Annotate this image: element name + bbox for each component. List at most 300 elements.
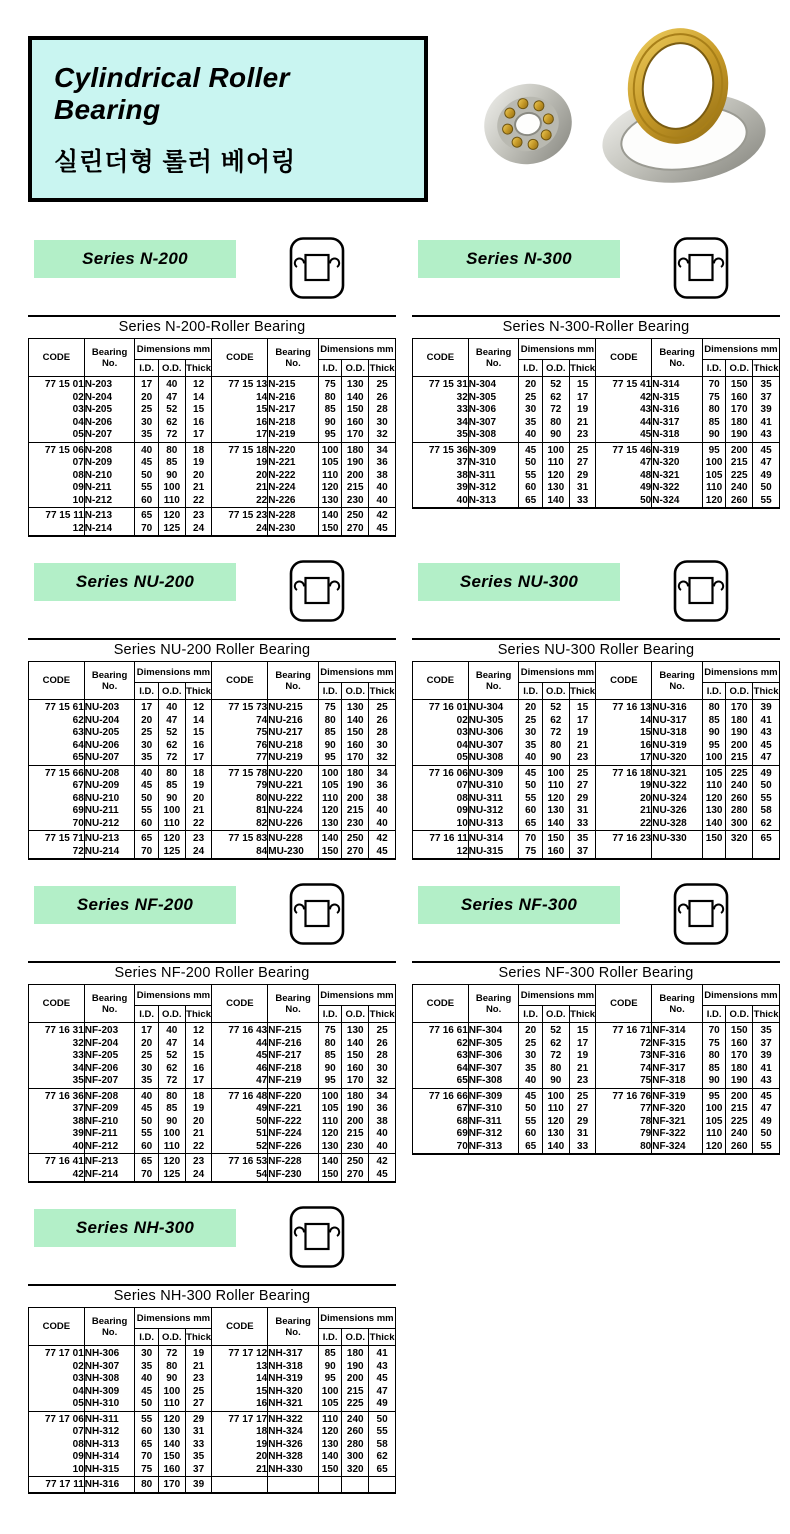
- cell-id: 95: [318, 429, 341, 442]
- cell-od: 120: [542, 793, 569, 806]
- cell-bearing-no: NH-319: [268, 1373, 319, 1386]
- cell-bearing-no: NU-209: [84, 780, 135, 793]
- cell-od: 40: [158, 1023, 185, 1038]
- series-label: Series NF-300: [418, 886, 620, 924]
- cell-thick: 20: [185, 1116, 212, 1129]
- cell-code: 63: [413, 1050, 469, 1063]
- cell-id: 150: [318, 1169, 341, 1183]
- table-row: [413, 831, 780, 846]
- cell-od: 80: [158, 1088, 185, 1103]
- col-header-thick: Thick: [753, 360, 780, 377]
- cell-code: 16: [212, 1398, 268, 1411]
- cell-id: 50: [519, 457, 542, 470]
- bearing-cross-section-icon-svg: [288, 236, 346, 300]
- cell-code: 77 15 61: [29, 700, 85, 715]
- cell-thick: 32: [369, 1075, 396, 1088]
- cell-id: 90: [702, 429, 725, 442]
- cell-thick: 27: [185, 1398, 212, 1411]
- cell-code: 09: [413, 805, 469, 818]
- cell-thick: 12: [185, 700, 212, 715]
- cell-thick: 55: [753, 495, 780, 509]
- cell-id: 55: [519, 470, 542, 483]
- cell-thick: 24: [185, 523, 212, 537]
- cell-bearing-no: NF-322: [652, 1128, 703, 1141]
- cell-code: 77 15 73: [212, 700, 268, 715]
- col-header-code: CODE: [413, 662, 469, 700]
- col-header-thick: Thick: [569, 1006, 596, 1023]
- cell-code: 14: [596, 715, 652, 728]
- cell-id: 25: [135, 1050, 158, 1063]
- cell-thick: 40: [369, 482, 396, 495]
- cell-id: 35: [135, 429, 158, 442]
- cell-thick: 29: [185, 1411, 212, 1426]
- cell-code: 45: [596, 429, 652, 442]
- cell-bearing-no: NU-208: [84, 765, 135, 780]
- cell-thick: 26: [369, 715, 396, 728]
- cell-od: 130: [158, 1426, 185, 1439]
- series-sections: [28, 240, 780, 1494]
- cell-thick: 25: [185, 1386, 212, 1399]
- cell-bearing-no: NF-221: [268, 1103, 319, 1116]
- cell-bearing-no: NU-318: [652, 727, 703, 740]
- col-header-code: CODE: [29, 985, 85, 1023]
- cell-od: 120: [158, 1154, 185, 1169]
- cell-thick: 43: [369, 1361, 396, 1374]
- col-header-id: I.D.: [135, 1329, 158, 1346]
- cell-bearing-no: N-307: [468, 417, 519, 430]
- cell-code: 21: [212, 482, 268, 495]
- cell-od: 120: [158, 508, 185, 523]
- cell-code: 74: [596, 1063, 652, 1076]
- cell-od: 215: [726, 1103, 753, 1116]
- col-header-od: O.D.: [158, 1329, 185, 1346]
- cell-bearing-no: N-226: [268, 495, 319, 508]
- cell-code: 77 15 41: [596, 377, 652, 392]
- cell-code: 64: [413, 1063, 469, 1076]
- bearing-cross-section-icon-svg: [288, 1205, 346, 1269]
- cell-code: 77 15 66: [29, 765, 85, 780]
- cell-thick: 55: [753, 793, 780, 806]
- cell-bearing-no: N-213: [84, 508, 135, 523]
- cell-id: 30: [135, 417, 158, 430]
- cell-bearing-no: NF-220: [268, 1088, 319, 1103]
- cell-thick: 34: [369, 442, 396, 457]
- cell-bearing-no: NF-219: [268, 1075, 319, 1088]
- cell-thick: 40: [369, 818, 396, 831]
- cell-id: 130: [702, 805, 725, 818]
- cell-bearing-no: NU-224: [268, 805, 319, 818]
- cell-id: 20: [135, 1038, 158, 1051]
- cell-od: 150: [342, 1050, 369, 1063]
- col-header-code: CODE: [29, 339, 85, 377]
- cell-thick: 23: [569, 1075, 596, 1088]
- cell-id: 40: [519, 752, 542, 765]
- cell-od: 140: [158, 1439, 185, 1452]
- cell-thick: 21: [569, 1063, 596, 1076]
- cell-id: 80: [318, 715, 341, 728]
- cell-bearing-no: NF-224: [268, 1128, 319, 1141]
- cell-code: 75: [212, 727, 268, 740]
- cell-id: 85: [702, 417, 725, 430]
- cell-code: 52: [212, 1141, 268, 1154]
- cell-bearing-no: NU-204: [84, 715, 135, 728]
- cell-id: 35: [135, 752, 158, 765]
- table-row: [413, 1063, 780, 1076]
- cell-bearing-no: NH-328: [268, 1451, 319, 1464]
- col-header-id: I.D.: [135, 683, 158, 700]
- cell-thick: 16: [185, 740, 212, 753]
- cell-od: 230: [342, 1141, 369, 1154]
- table-row: [29, 1128, 396, 1141]
- cell-bearing-no: NH-307: [84, 1361, 135, 1374]
- cell-od: 150: [726, 1023, 753, 1038]
- cell-id: 20: [519, 377, 542, 392]
- cell-bearing-no: N-216: [268, 392, 319, 405]
- cell-od: 225: [726, 1116, 753, 1129]
- cell-thick: 25: [369, 700, 396, 715]
- cell-thick: 34: [369, 1088, 396, 1103]
- cell-thick: 43: [753, 429, 780, 442]
- cell-id: 150: [318, 523, 341, 537]
- cell-bearing-no: N-206: [84, 417, 135, 430]
- section-head: [34, 563, 396, 628]
- cell-thick: 45: [753, 442, 780, 457]
- bearing-photos: [428, 22, 780, 190]
- cell-id: 25: [519, 392, 542, 405]
- cell-od: 80: [542, 417, 569, 430]
- cell-od: 160: [542, 846, 569, 860]
- table-row: [413, 470, 780, 483]
- cell-id: 17: [135, 1023, 158, 1038]
- cell-od: 170: [726, 404, 753, 417]
- cell-thick: 21: [569, 417, 596, 430]
- cell-bearing-no: NF-215: [268, 1023, 319, 1038]
- col-header-dimensions: Dimensions mm: [135, 1308, 212, 1329]
- cell-thick: 12: [185, 1023, 212, 1038]
- cell-id: 120: [318, 482, 341, 495]
- cell-bearing-no: NH-317: [268, 1346, 319, 1361]
- cell-code: 16: [212, 417, 268, 430]
- cell-thick: 25: [569, 1088, 596, 1103]
- cell-od: 110: [542, 780, 569, 793]
- cell-bearing-no: N-215: [268, 377, 319, 392]
- cell-code: 80: [212, 793, 268, 806]
- cell-od: 110: [542, 457, 569, 470]
- cell-bearing-no: NU-228: [268, 831, 319, 846]
- col-header-code: CODE: [212, 1308, 268, 1346]
- cell-od: [342, 1477, 369, 1493]
- cell-id: 50: [519, 780, 542, 793]
- table-row: [29, 727, 396, 740]
- cell-od: 90: [158, 470, 185, 483]
- cell-thick: 17: [569, 392, 596, 405]
- table-row: [413, 793, 780, 806]
- cell-code: 13: [212, 1361, 268, 1374]
- cell-bearing-no: NU-214: [84, 846, 135, 860]
- cell-od: 260: [726, 793, 753, 806]
- cell-code: 77 16 61: [413, 1023, 469, 1038]
- cell-code: 67: [413, 1103, 469, 1116]
- table-row: [29, 1398, 396, 1411]
- cell-id: 85: [318, 727, 341, 740]
- cell-code: 50: [212, 1116, 268, 1129]
- cell-bearing-no: N-305: [468, 392, 519, 405]
- table-row: [29, 495, 396, 508]
- cell-thick: 18: [185, 442, 212, 457]
- col-header-bearing-no: Bearing No.: [468, 662, 519, 700]
- cell-thick: 25: [369, 377, 396, 392]
- col-header-od: O.D.: [158, 683, 185, 700]
- col-header-od: O.D.: [726, 360, 753, 377]
- cell-code: 39: [29, 1128, 85, 1141]
- cell-od: 170: [342, 429, 369, 442]
- cell-thick: 50: [753, 1128, 780, 1141]
- cell-id: 65: [519, 495, 542, 509]
- cell-id: 30: [519, 727, 542, 740]
- cell-od: 190: [342, 1361, 369, 1374]
- cell-od: 200: [726, 1088, 753, 1103]
- cell-code: 18: [212, 1426, 268, 1439]
- cell-code: 46: [212, 1063, 268, 1076]
- cell-od: 215: [342, 1386, 369, 1399]
- cell-code: 39: [413, 482, 469, 495]
- cell-bearing-no: NU-307: [468, 740, 519, 753]
- cell-od: 110: [158, 818, 185, 831]
- cell-bearing-no: NF-212: [84, 1141, 135, 1154]
- bearing-cross-section-icon-svg: [288, 559, 346, 623]
- cell-id: 110: [702, 780, 725, 793]
- cell-od: 85: [158, 780, 185, 793]
- cell-od: 125: [158, 846, 185, 860]
- cell-thick: [369, 1477, 396, 1493]
- cell-thick: 34: [369, 765, 396, 780]
- cell-code: 03: [413, 727, 469, 740]
- cell-code: 77 16 36: [29, 1088, 85, 1103]
- cell-bearing-no: NF-311: [468, 1116, 519, 1129]
- cell-id: 120: [318, 1128, 341, 1141]
- cell-od: 80: [542, 1063, 569, 1076]
- cell-od: 140: [342, 715, 369, 728]
- col-header-thick: Thick: [369, 360, 396, 377]
- cell-od: 270: [342, 846, 369, 860]
- cell-code: 49: [596, 482, 652, 495]
- cell-id: 95: [702, 740, 725, 753]
- cell-od: 72: [542, 404, 569, 417]
- col-header-id: I.D.: [519, 360, 542, 377]
- cell-bearing-no: NU-322: [652, 780, 703, 793]
- cell-od: 160: [726, 392, 753, 405]
- cell-thick: 22: [185, 818, 212, 831]
- cell-id: 30: [519, 1050, 542, 1063]
- col-header-bearing-no: Bearing No.: [84, 339, 135, 377]
- cell-bearing-no: N-210: [84, 470, 135, 483]
- bearing-cross-section-icon: [288, 559, 346, 628]
- cell-id: 100: [702, 752, 725, 765]
- cell-od: 180: [726, 1063, 753, 1076]
- col-header-id: I.D.: [318, 683, 341, 700]
- cell-thick: 37: [753, 392, 780, 405]
- cell-thick: 49: [753, 1116, 780, 1129]
- cell-id: 75: [702, 392, 725, 405]
- cell-thick: 21: [185, 482, 212, 495]
- cell-id: 35: [135, 1075, 158, 1088]
- cell-bearing-no: NU-226: [268, 818, 319, 831]
- cell-thick: 39: [753, 700, 780, 715]
- cell-bearing-no: NH-314: [84, 1451, 135, 1464]
- col-header-dimensions: Dimensions mm: [519, 985, 596, 1006]
- cell-od: 40: [158, 377, 185, 392]
- cell-code: 38: [29, 1116, 85, 1129]
- col-header-dimensions: Dimensions mm: [135, 985, 212, 1006]
- cell-code: 77 15 83: [212, 831, 268, 846]
- cell-id: 35: [519, 417, 542, 430]
- cell-od: 225: [726, 765, 753, 780]
- cell-bearing-no: NF-211: [84, 1128, 135, 1141]
- cell-od: 120: [158, 831, 185, 846]
- cell-id: 35: [135, 1361, 158, 1374]
- cell-od: 62: [158, 740, 185, 753]
- table-row: [29, 700, 396, 715]
- cell-bearing-no: N-222: [268, 470, 319, 483]
- cell-code: 77: [596, 1103, 652, 1116]
- cell-code: 70: [413, 1141, 469, 1155]
- cell-code: 77 15 36: [413, 442, 469, 457]
- cell-thick: 47: [753, 1103, 780, 1116]
- cell-thick: 55: [753, 1141, 780, 1155]
- table-row: [413, 1075, 780, 1088]
- cell-od: 90: [542, 429, 569, 442]
- table-row: [29, 377, 396, 392]
- cell-bearing-no: NF-218: [268, 1063, 319, 1076]
- cell-thick: 45: [369, 523, 396, 537]
- cell-code: 37: [29, 1103, 85, 1116]
- cell-thick: 39: [753, 404, 780, 417]
- cell-bearing-no: N-214: [84, 523, 135, 537]
- cell-bearing-no: NU-211: [84, 805, 135, 818]
- cell-code: 47: [596, 457, 652, 470]
- table-row: [413, 805, 780, 818]
- cell-od: 215: [342, 1128, 369, 1141]
- table-wrap: [412, 315, 780, 509]
- table-row: [413, 457, 780, 470]
- cell-bearing-no: NU-215: [268, 700, 319, 715]
- cell-code: 84: [212, 846, 268, 860]
- cell-id: 75: [318, 377, 341, 392]
- cell-od: 240: [726, 780, 753, 793]
- bearing-cross-section-icon: [288, 1205, 346, 1274]
- cell-bearing-no: NF-307: [468, 1063, 519, 1076]
- cell-thick: 31: [569, 1128, 596, 1141]
- cell-id: 95: [702, 1088, 725, 1103]
- col-header-id: I.D.: [318, 1329, 341, 1346]
- cell-code: 15: [212, 1386, 268, 1399]
- table-row: [29, 1439, 396, 1452]
- cell-id: 70: [135, 523, 158, 537]
- cell-od: 160: [342, 417, 369, 430]
- cell-id: 75: [702, 1038, 725, 1051]
- cell-thick: 50: [753, 482, 780, 495]
- col-header-thick: Thick: [369, 683, 396, 700]
- col-header-bearing-no: Bearing No.: [268, 339, 319, 377]
- cell-bearing-no: NU-218: [268, 740, 319, 753]
- cell-code: 82: [212, 818, 268, 831]
- cell-id: [318, 1477, 341, 1493]
- cell-od: 300: [342, 1451, 369, 1464]
- bearing-table: [412, 338, 780, 509]
- cell-bearing-no: N-228: [268, 508, 319, 523]
- cell-od: 150: [342, 727, 369, 740]
- cell-bearing-no: NF-308: [468, 1075, 519, 1088]
- cell-thick: 21: [185, 805, 212, 818]
- cell-bearing-no: N-203: [84, 377, 135, 392]
- cell-od: 150: [542, 831, 569, 846]
- cell-thick: 15: [569, 377, 596, 392]
- cell-bearing-no: N-212: [84, 495, 135, 508]
- cell-id: 45: [519, 442, 542, 457]
- cell-id: 120: [318, 1426, 341, 1439]
- cell-bearing-no: NU-222: [268, 793, 319, 806]
- cell-code: 77 16 31: [29, 1023, 85, 1038]
- cell-id: 35: [519, 740, 542, 753]
- cell-bearing-no: NF-305: [468, 1038, 519, 1051]
- section-series-nh-300: [28, 1209, 396, 1494]
- cell-id: 20: [519, 1023, 542, 1038]
- cell-thick: 32: [369, 429, 396, 442]
- cell-code: 40: [413, 495, 469, 509]
- cell-bearing-no: N-230: [268, 523, 319, 537]
- cell-code: 77 15 13: [212, 377, 268, 392]
- cell-code: 49: [212, 1103, 268, 1116]
- cell-od: 52: [542, 1023, 569, 1038]
- cell-id: 70: [519, 831, 542, 846]
- cell-thick: 25: [569, 765, 596, 780]
- cell-bearing-no: NF-316: [652, 1050, 703, 1063]
- table-row: [29, 508, 396, 523]
- cell-bearing-no: NF-208: [84, 1088, 135, 1103]
- cell-id: 50: [135, 1116, 158, 1129]
- cell-thick: 45: [369, 1169, 396, 1183]
- cell-od: 100: [158, 1386, 185, 1399]
- table-title: Series NF-300 Roller Bearing: [498, 965, 694, 981]
- cell-code: 44: [596, 417, 652, 430]
- cell-bearing-no: N-204: [84, 392, 135, 405]
- col-header-bearing-no: Bearing No.: [268, 662, 319, 700]
- cell-id: 85: [318, 1050, 341, 1063]
- table-row: [29, 404, 396, 417]
- cell-od: 52: [158, 404, 185, 417]
- cell-code: 14: [212, 1373, 268, 1386]
- table-row: [29, 523, 396, 537]
- cell-thick: 24: [185, 846, 212, 860]
- cell-od: 47: [158, 1038, 185, 1051]
- col-header-od: O.D.: [342, 1006, 369, 1023]
- cell-od: 215: [726, 752, 753, 765]
- cell-thick: 35: [753, 1023, 780, 1038]
- cell-bearing-no: [652, 846, 703, 860]
- cell-code: 77 15 78: [212, 765, 268, 780]
- cell-od: 180: [726, 417, 753, 430]
- cell-bearing-no: NU-212: [84, 818, 135, 831]
- cell-id: 90: [318, 740, 341, 753]
- table-row: [413, 727, 780, 740]
- cell-od: 260: [342, 1426, 369, 1439]
- series-label: Series NF-200: [34, 886, 236, 924]
- cell-code: 77 16 18: [596, 765, 652, 780]
- cell-bearing-no: N-224: [268, 482, 319, 495]
- cell-od: 72: [158, 429, 185, 442]
- table-wrap: [412, 638, 780, 860]
- cell-thick: 29: [569, 793, 596, 806]
